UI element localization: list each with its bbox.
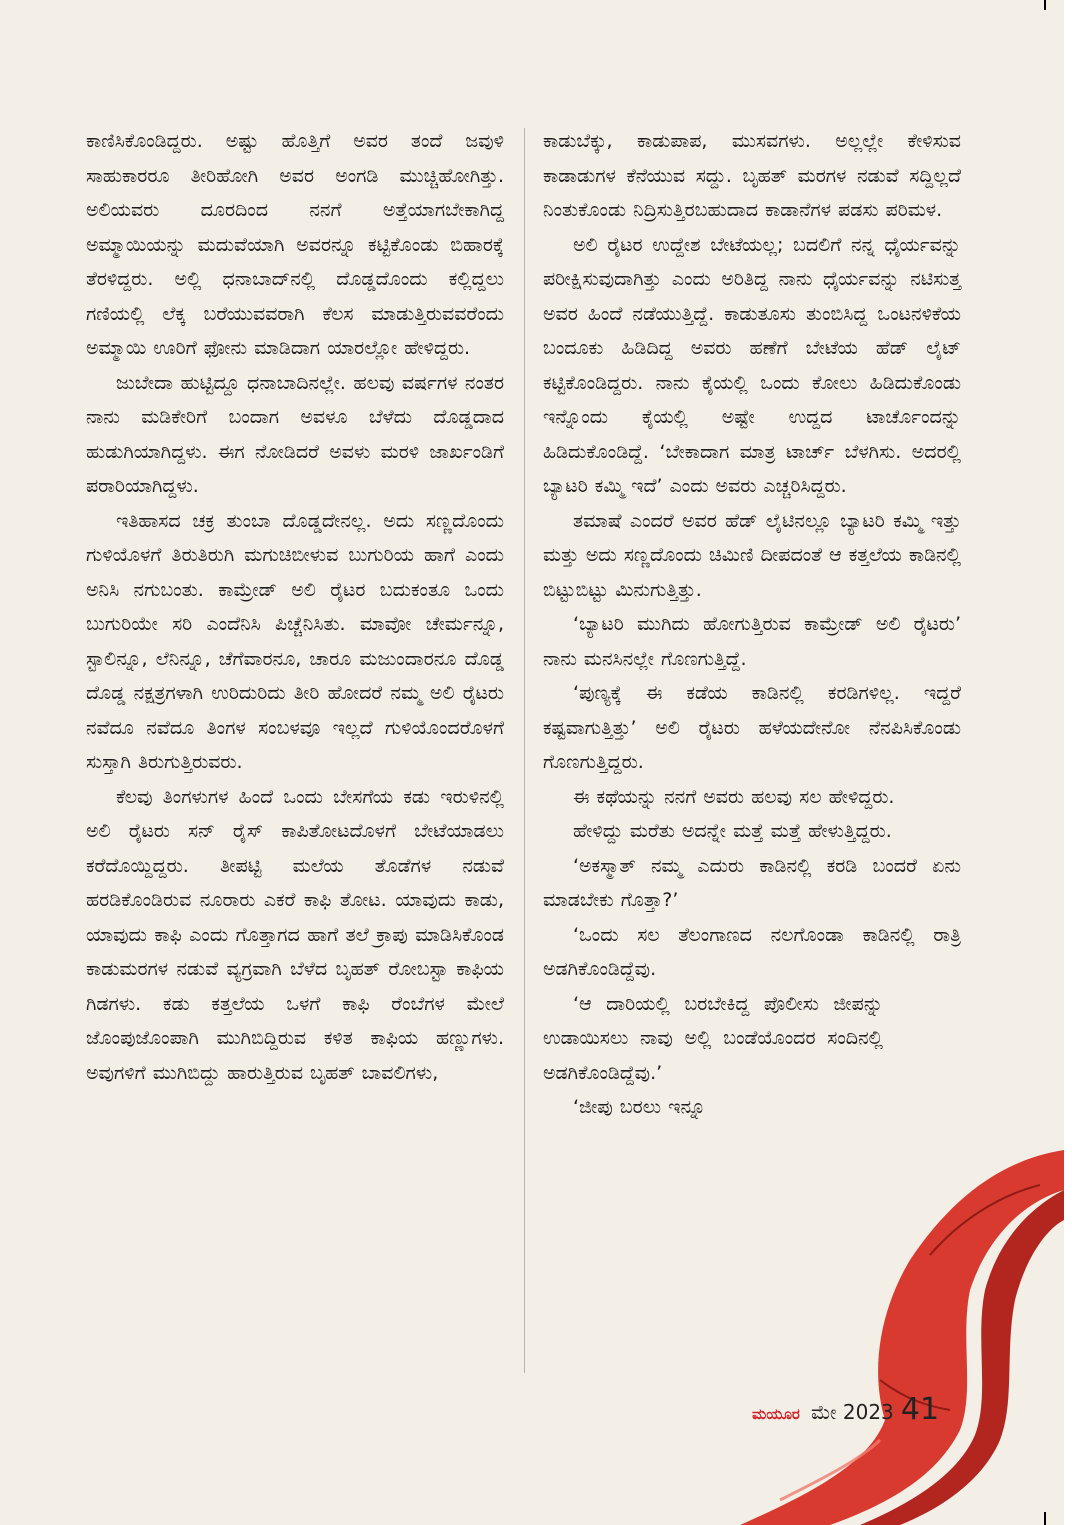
paragraph: ಕೆಲವು ತಿಂಗಳುಗಳ ಹಿಂದೆ ಒಂದು ಬೇಸಗೆಯ ಕಡು ಇರುಳಿನಲ್ಲಿ ಅಲಿ ರೈಟರು ಸನ್ ರೈಸ್ ಕಾಪಿತೋಟದೊಳಗೆ ಬೇಟೆಯಾಡಲು ಕರೆದೊಯ್ದಿದ್ದರು. ತೀಪಟ್ಟಿ ಮಲೆಯ ತೊಡೆಗಳ ನಡುವೆ ಹರಡಿಕೊಂಡಿರುವ ನೂರಾರು ಎಕರೆ ಕಾಫಿ ತೋಟ. ಯಾವುದು ಕಾಡು, ಯಾವುದು ಕಾಫಿ ಎಂದು ಗೊತ್ತಾಗದ ಹಾಗೆ ತಲೆ ಕ್ರಾಪು ಮಾಡಿಸಿಕೊಂಡ ಕಾಡುಮರಗಳ ನಡುವೆ ವ್ಯಗ್ರವಾಗಿ ಬೆಳೆದ ಬೃಹತ್ ರೋಬಸ್ಟಾ ಕಾಫಿಯ ಗಿಡಗಳು. ಕಡು ಕತ್ತಲೆಯ ಒಳಗೆ ಕಾಫಿ ರೆಂಬೆಗಳ ಮೇಲೆ ಜೊಂಪುಜೊಂಪಾಗಿ ಮುಗಿಬಿದ್ದಿರುವ ಕಳಿತ ಕಾಫಿಯ ಹಣ್ಣುಗಳು. ಅವುಗಳಿಗೆ ಮುಗಿಬಿದ್ದು ಹಾರುತ್ತಿರುವ ಬೃಹತ್ ಬಾವಲಿಗಳು, — [86, 785, 504, 1084]
paragraph: ತಮಾಷೆ ಎಂದರೆ ಅವರ ಹೆಡ್ ಲೈಟಿನಲ್ಲೂ ಬ್ಯಾಟರಿ ಕಮ್ಮಿ ಇತ್ತು ಮತ್ತು ಅದು ಸಣ್ಣದೊಂದು ಚಿಮಿಣಿ ದೀಪದಂತೆ ಆ ಕತ್ತಲೆಯ ಕಾಡಿನಲ್ಲಿ ಬಿಟ್ಟುಬಿಟ್ಟು ಮಿನುಗುತ್ತಿತ್ತು. — [543, 509, 961, 601]
magazine-logo: ಮಯೂರ — [752, 1405, 800, 1423]
paragraph: ಅಲಿ ರೈಟರ ಉದ್ದೇಶ ಬೇಟೆಯಲ್ಲ; ಬದಲಿಗೆ ನನ್ನ ಧೈರ್ಯವನ್ನು ಪರೀಕ್ಷಿಸುವುದಾಗಿತ್ತು ಎಂದು ಅರಿತಿದ್ದ ನಾನು ಧೈರ್ಯವನ್ನು ನಟಿಸುತ್ತ ಅವರ ಹಿಂದೆ ನಡೆಯುತ್ತಿದ್ದೆ. ಕಾಡುತೂಸು ತುಂಬಿಸಿದ್ದ ಒಂಟನಳಿಕೆಯ ಬಂದೂಕು ಹಿಡಿದಿದ್ದ ಅವರು ಹಣೆಗೆ ಬೇಟೆಯ ಹೆಡ್ ಲೈಟ್ ಕಟ್ಟಿಕೊಂಡಿದ್ದರು. ನಾನು ಕೈಯಲ್ಲಿ ಒಂದು ಕೋಲು ಹಿಡಿದುಕೊಂಡು ಇನ್ನೊಂದು ಕೈಯಲ್ಲಿ ಅಷ್ಟೇ ಉದ್ದದ ಟಾರ್ಚೊಂದನ್ನು ಹಿಡಿದುಕೊಂಡಿದ್ದೆ. ‘ಬೇಕಾದಾಗ ಮಾತ್ರ ಟಾರ್ಚ್ ಬೆಳಗಿಸು. ಅದರಲ್ಲಿ ಬ್ಯಾಟರಿ ಕಮ್ಮಿ ಇದೆ’ ಎಂದು ಅವರು ಎಚ್ಚರಿಸಿದ್ದರು. — [543, 233, 961, 497]
paragraph: ಹೇಳಿದ್ದು ಮರೆತು ಅದನ್ನೇ ಮತ್ತೆ ಮತ್ತೆ ಹೇಳುತ್ತಿದ್ದರು. — [573, 820, 892, 842]
paragraph: ‘ಬ್ಯಾಟರಿ ಮುಗಿದು ಹೋಗುತ್ತಿರುವ ಕಾಮ್ರೇಡ್ ಅಲಿ ರೈಟರು’ ನಾನು ಮನಸಿನಲ್ಲೇ ಗೊಣಗುತ್ತಿದ್ದೆ. — [543, 613, 961, 670]
page-number: 41 — [900, 1392, 940, 1427]
paragraph: ‘ಆ ದಾರಿಯಲ್ಲಿ ಬರಬೇಕಿದ್ದ ಪೊಲೀಸು ಜೀಪನ್ನು ಉಡಾಯಿಸಲು ನಾವು ಅಲ್ಲಿ ಬಂಡೆಯೊಂದರ ಸಂದಿನಲ್ಲಿ ಅಡಗಿಕೊಂಡಿದ್ದೆವು.’ — [543, 992, 883, 1084]
paragraph: ಕಾಡುಬೆಕ್ಕು, ಕಾಡುಪಾಪ, ಮುಸವಗಳು. ಅಲ್ಲಲ್ಲೇ ಕೇಳಿಸುವ ಕಾಡಾಡುಗಳ ಕೆನೆಯುವ ಸದ್ದು. ಬೃಹತ್ ಮರಗಳ ನಡುವೆ ಸದ್ದಿಲ್ಲದೆ ನಿಂತುಕೊಂಡು ನಿದ್ರಿಸುತ್ತಿರಬಹುದಾದ ಕಾಡಾನೆಗಳ ಪಡಸು ಪರಿಮಳ. — [543, 130, 961, 221]
paragraph: ‘ಜೀಪು ಬರಲು ಇನ್ನೂ — [573, 1096, 706, 1118]
paragraph: ಇತಿಹಾಸದ ಚಕ್ರ ತುಂಬಾ ದೊಡ್ಡದೇನಲ್ಲ. ಅದು ಸಣ್ಣದೊಂದು ಗುಳಿಯೊಳಗೆ ತಿರುತಿರುಗಿ ಮಗುಚಿಬೀಳುವ ಬುಗುರಿಯ ಹಾಗೆ ಎಂದು ಅನಿಸಿ ನಗುಬಂತು. ಕಾಮ್ರೇಡ್ ಅಲಿ ರೈಟರ ಬದುಕಂತೂ ಒಂದು ಬುಗುರಿಯೇ ಸರಿ ಎಂದೆನಿಸಿ ಪಿಚ್ಚೆನಿಸಿತು. ಮಾವೋ ಚೇರ್ಮನ್ನೂ, ಸ್ಟಾಲಿನ್ನೂ, ಲೆನಿನ್ನೂ, ಚೆಗೆವಾರನೂ, ಚಾರೂ ಮಜುಂದಾರನೂ ದೊಡ್ಡ ದೊಡ್ಡ ನಕ್ಷತ್ರಗಳಾಗಿ ಉರಿದುರಿದು ತೀರಿ ಹೋದರೆ ನಮ್ಮ ಅಲಿ ರೈಟರು ನವೆದೂ ನವೆದೂ ತಿಂಗಳ ಸಂಬಳವೂ ಇಲ್ಲದೆ ಗುಳಿಯೊಂದರೊಳಗೆ ಸುಸ್ತಾಗಿ ತಿರುಗುತ್ತಿರುವರು. — [86, 509, 504, 773]
paragraph: ಕಾಣಿಸಿಕೊಂಡಿದ್ದರು. ಅಷ್ಟು ಹೊತ್ತಿಗೆ ಅವರ ತಂದೆ ಜವುಳಿ ಸಾಹುಕಾರರೂ ತೀರಿಹೋಗಿ ಅವರ ಅಂಗಡಿ ಮುಚ್ಚಿಹೋಗಿತ್ತು. ಅಲಿಯವರು ದೂರದಿಂದ ನನಗೆ ಅತ್ತೆಯಾಗಬೇಕಾಗಿದ್ದ ಅಮ್ಮಾಯಿಯನ್ನು ಮದುವೆಯಾಗಿ ಅವರನ್ನೂ ಕಟ್ಟಿಕೊಂಡು ಬಿಹಾರಕ್ಕೆ ತೆರಳಿದ್ದರು. ಅಲ್ಲಿ ಧನಾಬಾದ್‌ನಲ್ಲಿ ದೊಡ್ಡದೊಂದು ಕಲ್ಲಿದ್ದಲು ಗಣಿಯಲ್ಲಿ ಲೆಕ್ಕ ಬರೆಯುವವರಾಗಿ ಕೆಲಸ ಮಾಡುತ್ತಿರುವವರೆಂದು ಅಮ್ಮಾಯಿ ಊರಿಗೆ ಫೋನು ಮಾಡಿದಾಗ ಯಾರಲ್ಲೋ ಹೇಳಿದ್ದರು. — [86, 130, 504, 359]
paragraph: ‘ಒಂದು ಸಲ ತೆಲಂಗಾಣದ ನಲಗೊಂಡಾ ಕಾಡಿನಲ್ಲಿ ರಾತ್ರಿ ಅಡಗಿಕೊಂಡಿದ್ದೆವು. — [543, 923, 961, 980]
page-footer — [752, 1392, 939, 1427]
paragraph: ‘ಅಕಸ್ಮಾತ್ ನಮ್ಮ ಎದುರು ಕಾಡಿನಲ್ಲಿ ಕರಡಿ ಬಂದರೆ ಏನು ಮಾಡಬೇಕು ಗೊತ್ತಾ?’ — [543, 854, 961, 911]
paragraph: ‘ಪುಣ್ಯಕ್ಕೆ ಈ ಕಡೆಯ ಕಾಡಿನಲ್ಲಿ ಕರಡಿಗಳಿಲ್ಲ. ಇದ್ದರೆ ಕಷ್ಟವಾಗುತ್ತಿತ್ತು’ ಅಲಿ ರೈಟರು ಹಳೆಯದೇನೋ ನೆನಪಿಸಿಕೊಂಡು ಗೊಣಗುತ್ತಿದ್ದರು. — [543, 682, 961, 773]
paragraph: ಈ ಕಥೆಯನ್ನು ನನಗೆ ಅವರು ಹಲವು ಸಲ ಹೇಳಿದ್ದರು. — [573, 785, 895, 808]
issue-date: ಮೇ 2023 — [810, 1400, 894, 1424]
paragraph: ಜುಬೇದಾ ಹುಟ್ಟಿದ್ದೂ ಧನಾಬಾದಿನಲ್ಲೇ. ಹಲವು ವರ್ಷಗಳ ನಂತರ ನಾನು ಮಡಿಕೇರಿಗೆ ಬಂದಾಗ ಅವಳೂ ಬೆಳೆದು ದೊಡ್ಡದಾದ ಹುಡುಗಿಯಾಗಿದ್ದಳು. ಈಗ ನೋಡಿದರೆ ಅವಳು ಮರಳಿ ಜಾರ್ಖಂಡಿಗೆ ಪರಾರಿಯಾಗಿದ್ದಳು. — [86, 371, 504, 497]
